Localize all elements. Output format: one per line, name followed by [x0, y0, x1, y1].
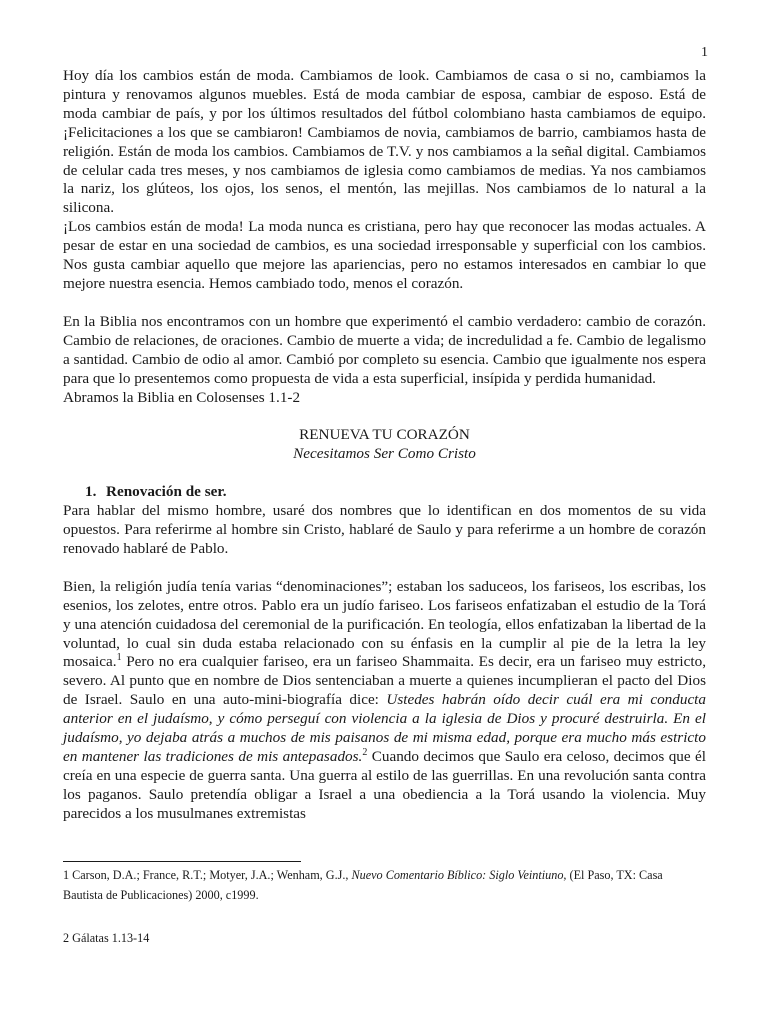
sermon-title: RENUEVA TU CORAZÓN: [299, 426, 470, 444]
section-paragraph-1: Para hablar del mismo hombre, usaré dos nombres que lo identifican en dos momentos de su vida opuestos. Para referirme al hombre sin Cristo, hablaré de Saulo y para referirme a un hombre de corazón renovado hablaré de Pablo.: [63, 502, 706, 557]
scripture-reference: Abramos la Biblia en Colosenses 1.1-2: [63, 388, 301, 406]
footnote-ref-1: 1: [116, 652, 122, 664]
intro-paragraph-2: ¡Los cambios están de moda! La moda nunca es cristiana, pero hay que reconocer las modas actuales. A pesar de estar en una sociedad de cambios, es una sociedad irresponsable y superficial con los cambios. Nos gusta cambiar aquello que mejore las apariencias, pero no estamos interesados en cambiar lo que mejore nuestra esencia. Hemos cambiado todo, menos el corazón.: [63, 218, 706, 292]
document-body: [63, 67, 706, 824]
scripture-quote: Ustedes habrán oído decir cuál era mi conducta anterior en el judaísmo, y cómo perseguí con violencia a la iglesia de Dios y procuré destruirla. En el judaísmo, yo dejaba atrás a muchos de mis paisanos de mi misma edad, porque era mucho más estricto en mantener las tradiciones de mis antepasados.: [63, 691, 706, 765]
sermon-subtitle: Necesitamos Ser Como Cristo: [293, 445, 476, 463]
footnote-ref-2: 2: [362, 746, 368, 758]
page-number: 1: [701, 45, 708, 60]
footnote-2: 2 Gálatas 1.13-14: [63, 931, 150, 945]
section-heading-text: Renovación de ser.: [106, 483, 227, 501]
footnote-1: 1 Carson, D.A.; France, R.T.; Motyer, J.A.; Wenham, G.J., Nuevo Comentario Bíblico: Siglo Veintiuno, (El Paso, TX: Casa Bautista de Publicaciones) 2000, c1999.: [63, 868, 663, 902]
footnote-separator: [63, 861, 301, 862]
section-number: 1.: [85, 483, 97, 501]
intro-paragraph-1: Hoy día los cambios están de moda. Cambiamos de look. Cambiamos de casa o si no, cambiamos la pintura y renovamos algunos muebles. Está de moda cambiar de esposa, cambiar de esposo. Está de moda cambiar de país, y por los últimos resultados del fútbol colombiano hasta cambiamos de equipo. ¡Felicitaciones a los que se cambiaron! Cambiamos de novia, cambiamos de barrio, cambiamos hasta de religión. Están de moda los cambios. Cambiamos de T.V. y nos cambiamos a la señal digital. Cambiamos de celular cada tres meses, y nos cambiamos de iglesia como cambiamos de medias. Ya nos cambiamos la nariz, los glúteos, los ojos, los senos, el mentón, las mejillas. Nos cambiamos de lo natural a la silicona.: [63, 67, 706, 217]
section-paragraph-2: Bien, la religión judía tenía varias “denominaciones”; estaban los saduceos, los fariseos, los escribas, los esenios, los zelotes, entre otros. Pablo era un judío fariseo. Los fariseos enfatizaban el estudio de la Torá y una atención cuidadosa del ceremonial de la purificación. En teología, ellos enfatizaban la libertad de la voluntad, lo cual sin duda estaba relacionado con su énfasis en la cumplir al pie de la letra la ley mosaica.$^1$ Pero no era cualquier fariseo, era un fariseo Shammaita. Es decir, era un fariseo muy estricto, severo. Al punto que en nombre de Dios sentenciaban a muerte a quienes incumplieran el pacto del Dios de Israel. Saulo en una auto-mini-biografía dice: Ustedes habrán oído decir cuál era mi conducta anterior en el judaísmo, y cómo perseguí con violencia a la iglesia de Dios y procuré destruirla. En el judaísmo, yo dejaba atrás a muchos de mis paisanos de mi misma edad, porque era mucho más estricto en mantener las tradiciones de mis antepasados.$^2$ Cuando decimos que Saulo era celoso, decimos que él creía en una especie de guerra santa. Una guerra al estilo de las guerrillas. En una revolución santa contra los paganos. Saulo pretendía obligar a Israel a una obediencia a la Torá usando la violencia. Muy parecidos a los musulmanes extremistas: [63, 577, 706, 822]
section-heading: [63, 483, 706, 502]
intro-paragraph-3: En la Biblia nos encontramos con un hombre que experimentó el cambio verdadero: cambio de corazón. Cambio de relaciones, de oraciones. Cambio de muerte a vida; de incredulidad a fe. Cambio de legalismo a santidad. Cambio de odio al amor. Cambió por completo su esencia. Cambio que igualmente nos espera para que lo presentemos como propuesta de vida a esta superficial, insípida y perdida humanidad.: [63, 312, 706, 387]
